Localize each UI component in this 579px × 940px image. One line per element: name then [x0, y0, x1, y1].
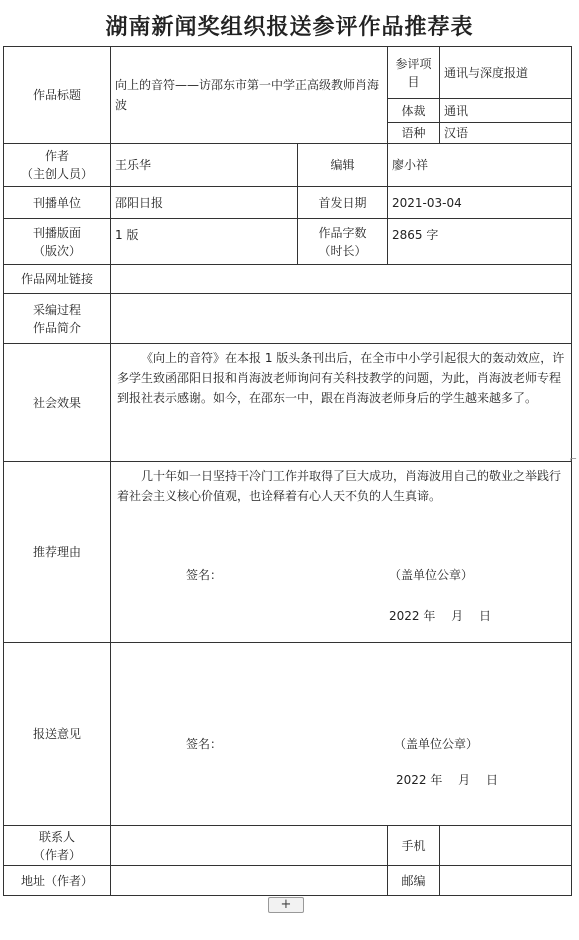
- right-edge-marker-icon: ⌐: [569, 455, 577, 465]
- url-label: 作品网址链接: [4, 265, 111, 294]
- editor-label: 编辑: [298, 144, 388, 187]
- url-value[interactable]: [111, 265, 572, 294]
- genre-label: 体裁: [388, 99, 440, 123]
- language-label: 语种: [388, 123, 440, 144]
- opinion-seal-label: （盖单位公章）: [394, 737, 479, 751]
- author-label: [4, 144, 111, 187]
- editor-value: 廖小祥: [388, 144, 572, 187]
- work-title-value: 向上的音符——访邵东市第一中学正高级教师肖海波: [111, 47, 388, 144]
- author-value: 王乐华: [111, 144, 298, 187]
- page-label-line2: （版次）: [32, 243, 81, 258]
- process-label-line2: 作品简介: [32, 320, 81, 335]
- process-value[interactable]: [111, 294, 572, 344]
- first-date-label: 首发日期: [298, 187, 388, 219]
- author-label-line2: （主创人员）: [20, 167, 93, 181]
- reason-cell: [111, 462, 572, 643]
- process-label-line1: 采编过程: [32, 302, 81, 317]
- contact-value[interactable]: [111, 826, 388, 866]
- phone-label: 手机: [388, 826, 440, 866]
- word-count-label-line1: 作品字数: [318, 225, 367, 240]
- contact-label-line1: 联系人: [38, 829, 75, 844]
- reason-sign-label: 签名：: [186, 568, 223, 582]
- language-value: 汉语: [440, 123, 572, 144]
- word-count-value: 2865 字: [388, 219, 572, 265]
- opinion-cell: [111, 643, 572, 826]
- opinion-date: 2022 年 月 日: [396, 773, 498, 787]
- publisher-value: 邵阳日报: [111, 187, 298, 219]
- page-label-line1: 刊播版面: [32, 225, 81, 240]
- opinion-sign-label: 签名：: [186, 737, 223, 751]
- genre-value: 通讯: [440, 99, 572, 123]
- effect-label: 社会效果: [4, 344, 111, 462]
- contact-label: [4, 826, 111, 866]
- contact-label-line2: （作者）: [32, 847, 81, 862]
- add-page-button[interactable]: +: [268, 897, 304, 913]
- postcode-label: 邮编: [388, 866, 440, 896]
- phone-value[interactable]: [440, 826, 572, 866]
- process-label: [4, 294, 111, 344]
- work-title-label: 作品标题: [4, 47, 111, 144]
- address-value[interactable]: [111, 866, 388, 896]
- recommendation-form-table: [3, 46, 572, 896]
- reason-label: 推荐理由: [4, 462, 111, 643]
- page-value: 1 版: [111, 219, 298, 265]
- category-value: 通讯与深度报道: [440, 47, 572, 99]
- postcode-value[interactable]: [440, 866, 572, 896]
- author-label-line1: 作者: [44, 149, 69, 163]
- page-title: 湖南新闻奖组织报送参评作品推荐表: [105, 14, 474, 40]
- opinion-label: 报送意见: [4, 643, 111, 826]
- page-label: [4, 219, 111, 265]
- reason-seal-label: （盖单位公章）: [389, 568, 474, 582]
- publisher-label: 刊播单位: [4, 187, 111, 219]
- reason-date: 2022 年 月 日: [389, 609, 491, 623]
- category-label: 参评项目: [388, 47, 440, 99]
- reason-text: 几十年如一日坚持干冷门工作并取得了巨大成功，肖海波用自己的敬业之举践行着社会主义核心价值观，也诠释着有心人天不负的人生真谛。: [117, 469, 562, 503]
- first-date-value: 2021-03-04: [388, 187, 572, 219]
- word-count-label-line2: （时长）: [318, 243, 367, 258]
- word-count-label: [298, 219, 388, 265]
- address-label: 地址（作者）: [4, 866, 111, 896]
- effect-text: 《向上的音符》在本报 1 版头条刊出后，在全市中小学引起很大的轰动效应，许多学生致函邵阳日报和肖海波老师询问有关科技教学的问题，为此，肖海波老师专程到报社表示感谢。如今，在邵东一中，跟在肖海波老师身后的学生越来越多了。: [111, 344, 572, 462]
